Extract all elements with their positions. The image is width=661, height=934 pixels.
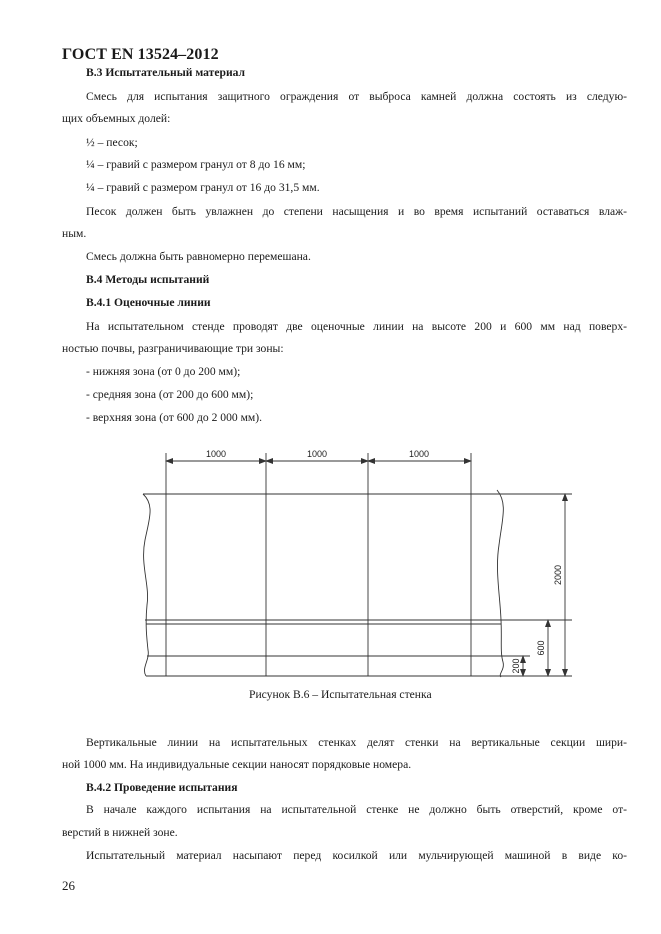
paragraph-line: Испытательный материал насыпают перед косилкой или мульчирующей машиной в виде ко- [86,849,627,862]
list-item: ¼ – гравий с размером гранул от 16 до 31,5 мм. [86,181,320,194]
list-item: ¼ – гравий с размером гранул от 8 до 16 мм; [86,158,306,171]
dimension-label-600: 600 [536,640,546,656]
paragraph-line: верстий в нижней зоне. [62,826,178,839]
dimension-label-200: 200 [511,658,521,674]
section-heading-b4: В.4 Методы испытаний [86,273,210,286]
paragraph-line: щих объемных долей: [62,112,171,125]
break-line-left [143,494,150,676]
zone-item: - нижняя зона (от 0 до 200 мм); [86,365,241,378]
figure-caption: Рисунок В.6 – Испытательная стенка [249,688,432,701]
page-number: 26 [62,878,75,893]
document-header: ГОСТ EN 13524–2012 [62,46,219,63]
zone-item: - средняя зона (от 200 до 600 мм); [86,388,254,401]
paragraph-line: На испытательном стенде проводят две оценочные линии на высоте 200 и 600 мм над поверх- [86,320,627,333]
paragraph-line: Смесь должна быть равномерно перемешана. [86,250,311,263]
subsection-heading-b41: В.4.1 Оценочные линии [86,296,211,309]
paragraph-line: Вертикальные линии на испытательных стенках делят стенки на вертикальные секции шири- [86,736,627,749]
paragraph-line: ностью почвы, разграничивающие три зоны: [62,342,284,355]
dimension-label-1000: 1000 [408,449,430,459]
section-heading-b3: В.3 Испытательный материал [86,66,246,79]
paragraph-line: ным. [62,227,87,240]
dimension-label-1000: 1000 [205,449,227,459]
paragraph-line: В начале каждого испытания на испытательной стенке не должно быть отверстий, кроме от- [86,803,627,816]
subsection-heading-b42: В.4.2 Проведение испытания [86,781,238,794]
dimension-label-1000: 1000 [306,449,328,459]
paragraph-line: ной 1000 мм. На индивидуальные секции наносят порядковые номера. [62,758,412,771]
paragraph-line: Песок должен быть увлажнен до степени насыщения и во время испытаний оставаться влаж- [86,205,627,218]
dimension-label-2000: 2000 [553,564,563,586]
list-item: ½ – песок; [86,136,138,149]
zone-item: - верхняя зона (от 600 до 2 000 мм). [86,411,263,424]
break-line-right [497,490,503,677]
paragraph-line: Смесь для испытания защитного ограждения от выброса камней должна состоять из следую- [86,90,627,103]
